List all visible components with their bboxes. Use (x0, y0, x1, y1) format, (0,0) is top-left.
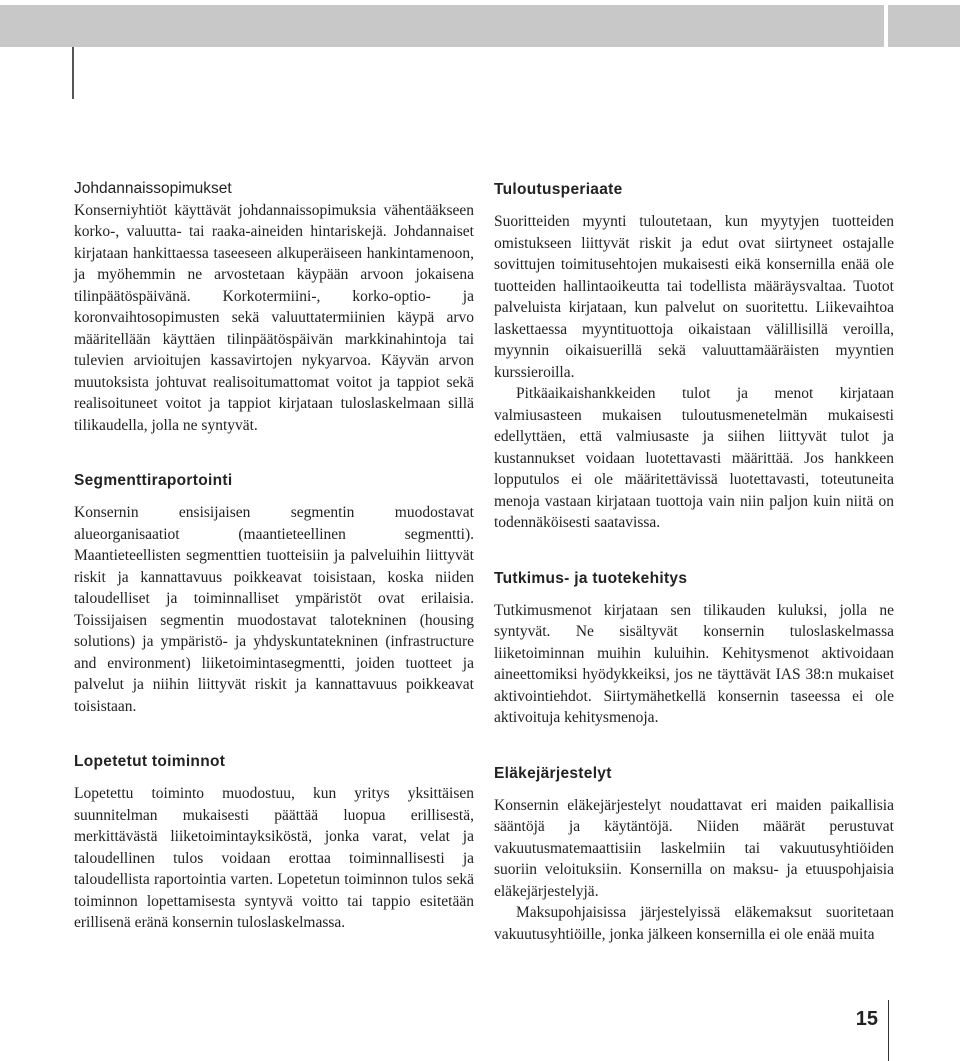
body-paragraph: Suoritteiden myynti tuloutetaan, kun myytyjen tuotteiden omistukseen liittyvät riskit ja edut ovat siirtyneet ostajalle sovittujen toimitusehtojen mukaisesti eikä konsernilla enää ole tuotteiden hallintaoikeutta tai todellista määräysvaltaa. Tuotot palveluista kirjataan, kun palvelut on suoritettu. Liikevaihtoa laskettaessa myyntituottoja oikaistaan välillisillä veroilla, myynnin oikaisuerillä sekä valuuttamääräisten myyntien kurssieroilla. (494, 213, 894, 381)
section-heading: Segmenttiraportointi (74, 472, 233, 489)
body-paragraph: Pitkäaikaishankkeiden tulot ja menot kirjataan valmiusasteen mukaisen tuloutusmenetelmän mukaisesti edellyttäen, että valmiusaste ja siihen liittyvät tulot ja kustannukset voidaan luotettavasti määrittää. Jos hankkeen lopputulos ei ole määritettävissä luotettavasti, toteutuneita menoja vastaan kirjataan tuottoja vain niin paljon kuin niitä on todennäköisesti saatavissa. (494, 385, 894, 531)
body-paragraph: Konsernin ensisijaisen segmentin muodostavat alueorganisaatiot (maantieteellinen segmentti). Maantieteellisten segmenttien tuotteisiin ja palveluihin liittyvät riskit ja kannattavuus poikkeavat toisistaan, koska niiden taloudelliset ja toiminnalliset ympäristöt ovat erilaisia. Toissijaisen segmentin muodostavat talotekninen (housing solutions) ja ympäristö- ja yhdyskuntatekninen (infrastructure and environment) liiketoimintasegmentti, joiden tuotteet ja palvelut ja niihin liittyvät riskit ja kannattavuus poikkeavat toisistaan. (74, 504, 474, 715)
body-paragraph: Tutkimusmenot kirjataan sen tilikauden kuluksi, jolla ne syntyvät. Ne sisältyvät konsernin tuloslaskelmassa liiketoiminnan muihin kuluihin. Kehitysmenot aktivoidaan aineettomiksi hyödykkeiksi, jos ne täyttävät IAS 38:n mukaiset aktivointiehdot. Siirtymähetkellä konsernin taseessa ei ole aktivoituja kehitysmenoja. (494, 601, 894, 726)
page-number-rule (888, 1000, 889, 1061)
section-heading: Tutkimus- ja tuotekehitys (494, 569, 688, 587)
section-research-development (494, 568, 894, 729)
body-paragraph: Konsernin eläkejärjestelyt noudattavat eri maiden paikallisia sääntöjä ja käytäntöjä. Niiden määrät perustuvat vakuutusmatemaattisiin laskelmiin tai vakuutusyhtiöiden suoriin veloituksiin. Konsernilla on maksu- ja etuuspohjaisia eläkejärjestelyjä. (494, 796, 894, 900)
section-discontinued-operations (74, 751, 474, 934)
section-heading: Eläkejärjestelyt (494, 764, 612, 782)
section-derivatives (74, 178, 474, 436)
page-number: 15 (855, 1008, 878, 1030)
margin-rule (72, 47, 74, 99)
body-paragraph: Konserniyhtiöt käyttävät johdannaissopimuksia vähentääkseen korko-, valuutta- tai raaka-aineiden hintariskejä. Johdannaiset kirjataan hankittaessa taseeseen alkuperäiseen hankintamenoon, ja myöhemmin ne arvostetaan käypään arvoon jokaisena tilinpäätöspäivänä. Korkotermiini-, korko-optio- ja koronvaihtosopimusten sekä valuuttatermiinien käypä arvo määritellään käyttäen tilinpäätöspäivän markkinahintoja tai tulevien arvioitujen kassavirtojen nykyarvoa. Käyvän arvon muutoksista johtuvat realisoitumattomat voitot ja tappiot sekä realisoituneet voitot ja tappiot kirjataan tuloslaskelmaan sillä tilikaudella, jolla ne syntyvät. (74, 201, 474, 434)
header-band (0, 5, 884, 47)
body-paragraph: Lopetettu toiminto muodostuu, kun yritys yksittäisen suunnitelman mukaisesti päättää luopua erillisestä, merkittävästä liiketoimintayksiköstä, jonka varat, velat ja taloudellinen tulos voidaan erottaa toiminnallisesti ja taloudellista raportointia varten. Lopetetun toiminnon tulos sekä toiminnon lopettamisesta syntyvä voitto tai tappio esitetään erillisenä eränä konsernin tuloslaskelmassa. (74, 785, 474, 931)
body-paragraph: Maksupohjaisissa järjestelyissä eläkemaksut suoritetaan vakuutusyhtiöille, jonka jälkeen konsernilla ei ole enää muita (494, 904, 894, 943)
section-pensions (494, 763, 894, 946)
section-heading: Lopetetut toiminnot (74, 753, 226, 770)
section-revenue-recognition (494, 179, 894, 534)
header-band-right (888, 5, 960, 47)
right-column (494, 179, 894, 979)
section-heading: Tuloutusperiaate (494, 181, 623, 198)
section-segment-reporting (74, 470, 474, 717)
left-column (74, 172, 474, 968)
section-heading: Johdannaissopimukset (74, 180, 232, 197)
